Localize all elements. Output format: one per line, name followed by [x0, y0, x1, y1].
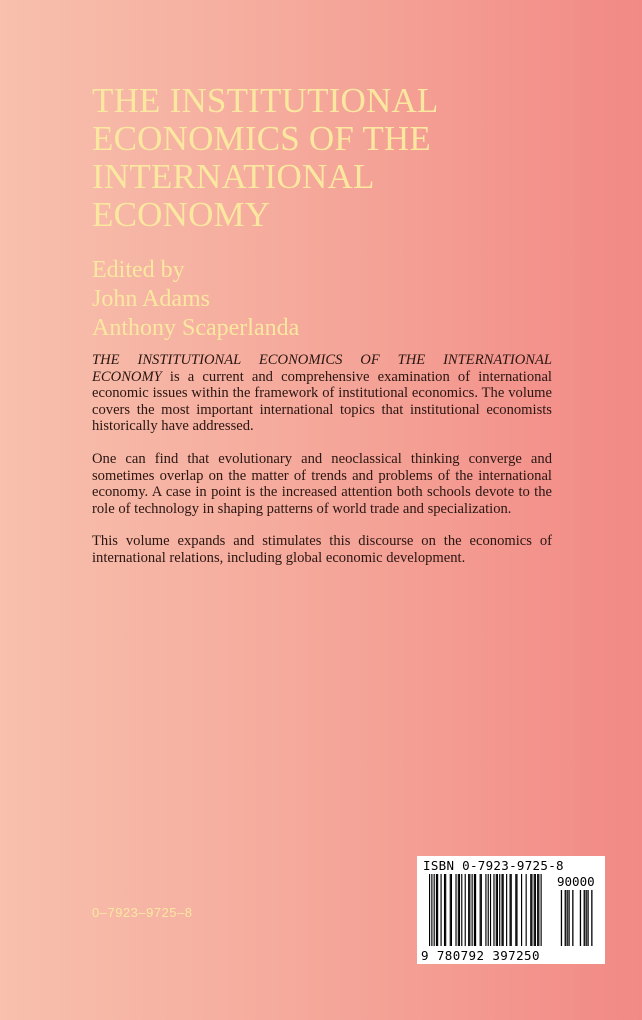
edited-by-label: Edited by: [92, 257, 185, 283]
barcode-addon-bar: [568, 890, 569, 946]
barcode-addon-bar: [561, 890, 562, 946]
barcode-bar: [537, 874, 538, 946]
barcode-ean-number: 9 780792 397250: [421, 948, 540, 963]
barcode-bar: [461, 874, 462, 946]
description-paragraph-1: [92, 352, 552, 435]
barcode-bar: [534, 874, 535, 946]
isbn-number: 0–7923–9725–8: [92, 905, 193, 920]
barcode-bar: [474, 874, 475, 946]
barcode-bar: [510, 874, 511, 946]
barcode-bar: [469, 874, 470, 946]
barcode-addon-bar: [591, 890, 592, 946]
barcode-bar: [535, 874, 536, 946]
barcode-bar: [429, 874, 430, 946]
barcode-bar: [451, 874, 452, 946]
barcode-isbn-label: ISBN 0-7923-9725-8: [423, 858, 564, 873]
barcode-addon-code: 90000: [557, 874, 595, 889]
barcode-bar: [506, 874, 507, 946]
book-title: [92, 82, 612, 234]
barcode-bar: [511, 874, 512, 946]
barcode: [417, 856, 605, 964]
barcode-bar: [501, 874, 502, 946]
title-line-2: ECONOMICS OF THE: [92, 119, 431, 158]
description-paragraph-1-text: is a current and comprehensive examination of international economic issues within the framework of institutional economics. The volume covers the most important international topics that institutional economists historically have addressed.: [92, 368, 552, 435]
barcode-bar: [459, 874, 460, 946]
barcode-addon-bar: [584, 890, 585, 946]
title-line-1: THE INSTITUTIONAL: [92, 81, 439, 120]
barcode-bar: [465, 874, 466, 946]
barcode-bar: [488, 874, 489, 946]
barcode-bar: [434, 874, 435, 946]
barcode-bar: [497, 874, 498, 946]
barcode-bar: [472, 874, 473, 946]
barcode-bar: [481, 874, 482, 946]
barcode-bar: [515, 874, 516, 946]
barcode-bar: [455, 874, 456, 946]
barcode-bar: [441, 874, 442, 946]
editor-name: John Adams: [92, 286, 211, 312]
barcode-bar: [480, 874, 481, 946]
editors-block: [92, 256, 612, 343]
barcode-bar: [458, 874, 459, 946]
barcode-addon-bar: [572, 890, 573, 946]
barcode-bar: [541, 874, 542, 946]
barcode-bar: [436, 874, 437, 946]
barcode-addon-bar: [567, 890, 568, 946]
barcode-bar: [450, 874, 451, 946]
editor-name: Anthony Scaperlanda: [92, 315, 300, 341]
title-line-3: INTERNATIONAL: [92, 157, 375, 196]
barcode-addon-bar: [586, 890, 587, 946]
barcode-bar: [538, 874, 539, 946]
book-description: [92, 352, 552, 583]
barcode-addon-bar: [565, 890, 566, 946]
barcode-bar: [431, 874, 432, 946]
barcode-bar: [526, 874, 527, 946]
barcode-addon-bar: [587, 890, 588, 946]
barcode-bar: [437, 874, 438, 946]
barcode-bar: [531, 874, 532, 946]
description-title-italic: THE INSTITUTIONAL ECONOMICS OF THE INTERNATIONAL ECONOMY: [92, 352, 552, 385]
barcode-bar: [444, 874, 445, 946]
barcode-bar: [445, 874, 446, 946]
barcode-bar: [496, 874, 497, 946]
barcode-bar: [530, 874, 531, 946]
barcode-bar: [475, 874, 476, 946]
barcode-bar: [485, 874, 486, 946]
barcode-addon-bar: [580, 890, 581, 946]
barcode-bar: [490, 874, 491, 946]
barcode-bar: [468, 874, 469, 946]
barcode-bar: [499, 874, 500, 946]
description-paragraph-3: This volume expands and stimulates this discourse on the economics of international relations, including global economic development.: [92, 533, 552, 566]
barcode-bar: [521, 874, 522, 946]
barcode-bar: [503, 874, 504, 946]
description-paragraph-2: One can find that evolutionary and neoclassical thinking converge and sometimes overlap on the matter of trends and problems of the international economy. A case in point is the increased attention both schools devote to the role of technology in shaping patterns of world trade and specialization.: [92, 450, 552, 517]
barcode-bar: [493, 874, 494, 946]
barcode-bar: [516, 874, 517, 946]
title-line-4: ECONOMY: [92, 195, 271, 234]
